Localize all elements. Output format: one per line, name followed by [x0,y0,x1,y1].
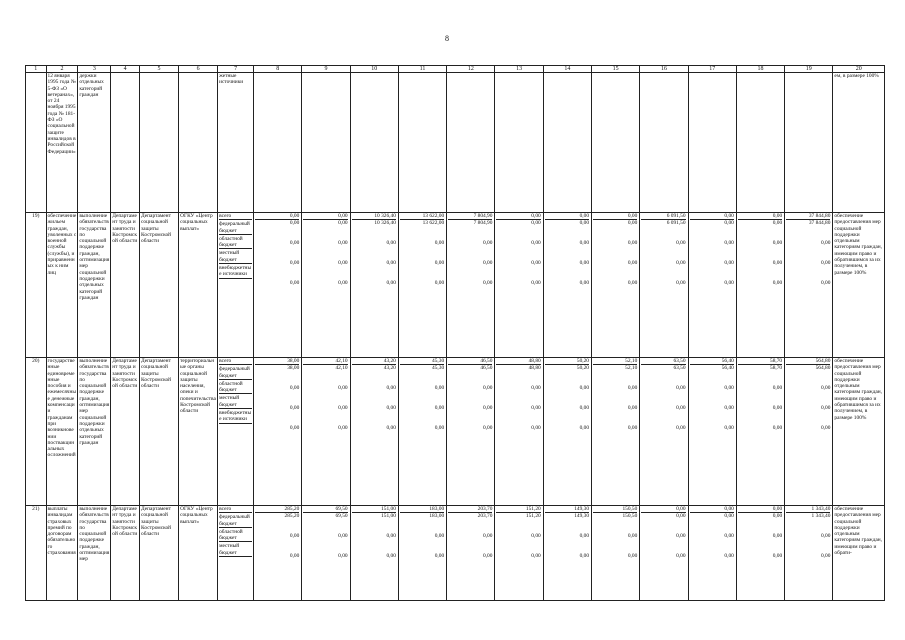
amount: 0,00 [434,405,445,411]
amount: 0,00 [627,280,638,286]
amount: 0,00 [483,405,493,411]
value-cell [785,213,833,358]
amount: 45,30 [400,358,444,365]
expected-result: обеспечение предоставления мер социальной поддержки отдельным категориям граждан, имеющим право и обратившимся за их получением, в размере 100% [833,358,885,506]
amount: 151,20 [496,506,540,513]
amount: 0,00 [255,213,299,220]
funding-source: областной бюджет [219,381,252,395]
amount: 0,00 [724,240,734,246]
continuation-row [26,73,885,213]
amount: 0,00 [338,220,348,226]
value-cell [688,213,736,358]
amount: 0,00 [579,385,590,391]
measure-purpose: выполнение обязательств государства по социальной поддержке граждан, оптимизация мер [78,506,111,601]
amount: 0,00 [579,405,590,411]
cont-source: жетные источники [218,73,254,213]
amount: 0,00 [579,553,590,559]
amount: 0,00 [289,385,300,391]
funding-source: всего [219,213,252,220]
value-cell [398,213,446,358]
expected-result: обеспечение предоставления мер социальной поддержки отдельным категориям граждан, имеющим право и обрати- [833,506,885,601]
amount: 0,00 [772,405,783,411]
column-header: 19 [785,66,833,73]
executor: ОГКУ «Центр социальных выплат» [179,506,218,601]
amount: 0,00 [724,220,734,226]
amount: 0,00 [531,220,541,226]
amount: 0,00 [531,533,541,539]
amount: 151,20 [525,513,541,519]
amount: 0,00 [531,280,541,286]
amount: 151,00 [381,513,396,519]
value-cell [495,506,543,601]
measure-row [26,213,885,358]
amount: 0,00 [724,405,734,411]
column-header: 5 [140,66,179,73]
amount: 0,00 [338,533,348,539]
amount: 0,00 [724,280,734,286]
amount: 0,00 [820,405,831,411]
amount: 0,00 [338,425,348,431]
amount: 0,00 [627,240,638,246]
amount: 42,10 [335,365,348,371]
amount: 0,00 [772,553,783,559]
value-cell [736,506,784,601]
value-cell [398,506,446,601]
amount: 0,00 [579,533,590,539]
amount: 0,00 [627,533,638,539]
value-cell [350,213,398,358]
funding-source: областной бюджет [219,236,252,250]
amount: 0,00 [531,240,541,246]
column-header: 6 [179,66,218,73]
amount: 0,00 [690,213,734,220]
amount: 0,00 [338,553,348,559]
page-number: 8 [445,34,449,43]
amount: 0,00 [724,260,734,266]
amount: 0,00 [434,533,445,539]
funding-source: внебюджетные источники [219,265,252,278]
amount: 0,00 [483,425,493,431]
column-header: 7 [218,66,254,73]
amount: 0,00 [386,385,396,391]
amount: 0,00 [676,405,686,411]
amount: 0,00 [483,553,493,559]
amount: 10 326,40 [374,220,396,226]
measure-name: обеспечение жильем граждан, уволенных с военной службы (службы), и приравненных к ним лиц [46,213,78,358]
column-header: 20 [833,66,885,73]
column-header: 16 [640,66,688,73]
amount: 0,00 [676,280,686,286]
amount: 0,00 [738,213,782,220]
amount: 63,50 [673,365,686,371]
value-cell [640,506,688,601]
amount: 0,00 [483,385,493,391]
measure-name: выплаты инвалидам страховых премий по договорам обязательного страхования [46,506,78,601]
amount: 13 622,00 [400,213,444,220]
value-cell [543,213,591,358]
co-executor: Департамент труда и занятости Костромской области [111,506,140,601]
amount: 0,00 [593,213,637,220]
funding-source: федеральный бюджет [219,221,252,235]
amount: 50,20 [545,358,589,365]
amount: 0,00 [627,425,638,431]
amount: 0,00 [820,280,831,286]
column-header: 14 [543,66,591,73]
amount: 0,00 [627,385,638,391]
amount: 0,00 [690,506,734,513]
amount: 0,00 [338,240,348,246]
amount: 63,50 [641,358,685,365]
amount: 0,00 [676,425,686,431]
amount: 0,00 [386,553,396,559]
column-header: 3 [78,66,111,73]
amount: 0,00 [289,280,300,286]
column-header: 9 [302,66,350,73]
amount: 0,00 [627,260,638,266]
amount: 0,00 [483,280,493,286]
value-cell [495,213,543,358]
amount: 0,00 [289,240,300,246]
amount: 183,00 [400,506,444,513]
amount: 0,00 [434,260,445,266]
value-cell [543,506,591,601]
executor: ОГКУ «Центр социальных выплат» [179,213,218,358]
co-executor: Департамент труда и занятости Костромской области [111,213,140,358]
measure-name: государственные единовременные пособия и ежемесячные денежные компенсации гражданам при возникновении поствакцинальных осложнений [46,358,78,506]
amount: 0,00 [627,405,638,411]
amount: 0,00 [724,513,734,519]
amount: 0,00 [772,425,783,431]
amount: 0,00 [724,425,734,431]
amount: 0,00 [724,385,734,391]
amount: 0,00 [386,260,396,266]
value-cell [785,506,833,601]
column-header: 1 [26,66,47,73]
amount: 0,00 [820,240,831,246]
amount: 58,70 [770,365,783,371]
amount: 0,00 [676,533,686,539]
amount: 0,00 [676,385,686,391]
amount: 0,00 [579,260,590,266]
amount: 48,80 [496,358,540,365]
amount: 0,00 [627,220,638,226]
value-cell [302,213,350,358]
executor: территориальные органы социальной защиты населения, опеки и попечительства Костромской области [179,358,218,506]
amount: 0,00 [434,280,445,286]
amount: 7 804,90 [448,213,492,220]
amount: 564,80 [815,365,831,371]
amount: 0,00 [772,533,783,539]
amount: 150,50 [622,513,638,519]
amount: 37 844,80 [808,220,831,226]
amount: 0,00 [386,405,396,411]
amount: 52,10 [625,365,638,371]
funding-source: федеральный бюджет [219,366,252,380]
amount: 0,00 [289,533,300,539]
value-cell [688,358,736,506]
amount: 0,00 [338,280,348,286]
measure-purpose: выполнение обязательств государства по социальной поддержке граждан, оптимизация мер социальной поддержки отдельных категорий граждан [78,213,111,358]
amount: 69,50 [335,513,348,519]
amount: 0,00 [579,425,590,431]
amount: 46,50 [480,365,493,371]
funding-source: местный бюджет [219,250,252,264]
value-cell [398,358,446,506]
amount: 0,00 [676,260,686,266]
amount: 0,00 [386,533,396,539]
measure-row [26,506,885,601]
value-cell [350,506,398,601]
amount: 46,50 [448,358,492,365]
column-header: 10 [350,66,398,73]
amount: 183,00 [429,513,445,519]
amount: 0,00 [289,260,300,266]
amount: 37 844,80 [786,213,830,220]
amount: 0,00 [531,553,541,559]
amount: 203,70 [448,506,492,513]
column-header: 15 [592,66,640,73]
amount: 38,00 [255,358,299,365]
column-header: 13 [495,66,543,73]
amount: 6 091,50 [666,220,686,226]
amount: 0,00 [724,553,734,559]
column-number-row [26,66,885,73]
amount: 0,00 [676,513,686,519]
value-cell [640,358,688,506]
amount: 285,20 [255,506,299,513]
amount: 52,10 [593,358,637,365]
amount: 0,00 [772,260,783,266]
amount: 149,30 [574,513,590,519]
amount: 38,00 [287,365,300,371]
amount: 0,00 [289,220,300,226]
amount: 0,00 [434,385,445,391]
column-header: 18 [736,66,784,73]
measure-purpose: выполнение обязательств государства по социальной поддержке граждан, оптимизация мер социальной поддержки отдельных категорий граждан [78,358,111,506]
amount: 0,00 [820,385,831,391]
value-cell [592,213,640,358]
amount: 43,20 [352,358,396,365]
amount: 0,00 [820,260,831,266]
funding-source: всего [219,358,252,365]
funding-source: внебюджетные источники [219,410,252,423]
amount: 0,00 [531,425,541,431]
column-header: 12 [447,66,495,73]
amount: 0,00 [545,213,589,220]
value-cell [543,358,591,506]
amount: 7 804,90 [473,220,493,226]
funding-sources [218,358,254,506]
amount: 48,80 [528,365,541,371]
amount: 0,00 [724,533,734,539]
amount: 0,00 [676,553,686,559]
amount: 0,00 [434,240,445,246]
row-number: 20) [26,358,47,506]
amount: 6 091,50 [641,213,685,220]
amount: 0,00 [738,506,782,513]
amount: 0,00 [434,553,445,559]
amount: 0,00 [579,220,590,226]
amount: 0,00 [338,260,348,266]
amount: 0,00 [483,260,493,266]
amount: 0,00 [386,240,396,246]
amount: 285,20 [284,513,300,519]
amount: 1 343,40 [786,506,830,513]
column-header: 4 [111,66,140,73]
amount: 58,70 [738,358,782,365]
amount: 0,00 [386,280,396,286]
amount: 0,00 [772,385,783,391]
amount: 0,00 [820,533,831,539]
amount: 1 343,40 [811,513,831,519]
amount: 0,00 [289,553,300,559]
amount: 0,00 [579,280,590,286]
value-cell [254,506,302,601]
value-cell [736,213,784,358]
value-cell [302,358,350,506]
funding-source: местный бюджет [219,543,252,557]
value-cell [350,358,398,506]
amount: 0,00 [627,553,638,559]
amount: 42,10 [303,358,347,365]
funding-sources [218,213,254,358]
funding-source: всего [219,506,252,513]
amount: 13 622,00 [422,220,445,226]
amount: 0,00 [676,240,686,246]
amount: 0,00 [641,506,685,513]
cont-legal-basis: 12 января 1995 года № 5-ФЗ «О ветеранах», от 24 ноября 1995 года № 181-ФЗ «О социальной защите инвалидов в Российской Федерации» [46,73,78,213]
amount: 151,00 [352,506,396,513]
value-cell [592,506,640,601]
value-cell [785,358,833,506]
expected-result: обеспечение предоставления мер социальной поддержки отдельным категориям граждан, имеющим право и обратившимся за их получением, в размере 100% [833,213,885,358]
amount: 0,00 [531,260,541,266]
amount: 56,40 [690,358,734,365]
amount: 0,00 [483,240,493,246]
cont-cell-1 [26,73,47,213]
amount: 0,00 [303,213,347,220]
value-cell [688,506,736,601]
amount: 0,00 [820,553,831,559]
cont-purpose: держки отдельных категорий граждан [78,73,111,213]
value-cell [495,358,543,506]
cont-result: ем, в размере 100% [833,73,885,213]
amount: 0,00 [289,425,300,431]
row-number: 21) [26,506,47,601]
amount: 0,00 [289,405,300,411]
value-cell [640,213,688,358]
amount: 564,80 [786,358,830,365]
value-cell [592,358,640,506]
funding-sources [218,506,254,601]
amount: 0,00 [579,240,590,246]
value-cell [254,358,302,506]
amount: 0,00 [496,213,540,220]
column-header: 17 [688,66,736,73]
funding-source: областной бюджет [219,529,252,543]
amount: 0,00 [772,280,783,286]
funding-source: местный бюджет [219,395,252,409]
column-header: 8 [254,66,302,73]
value-cell [447,506,495,601]
funding-source: федеральный бюджет [219,514,252,528]
amount: 0,00 [386,425,396,431]
value-cell [302,506,350,601]
amount: 43,20 [383,365,396,371]
amount: 0,00 [338,405,348,411]
program-table [25,65,885,601]
value-cell [447,213,495,358]
responsible-executor: Департамент социальной защиты Костромской области [140,358,179,506]
amount: 203,70 [477,513,493,519]
amount: 150,50 [593,506,637,513]
amount: 69,50 [303,506,347,513]
value-cell [736,358,784,506]
amount: 0,00 [772,513,783,519]
amount: 0,00 [434,425,445,431]
measure-row [26,358,885,506]
value-cell [254,213,302,358]
amount: 45,30 [432,365,445,371]
amount: 0,00 [772,240,783,246]
column-header: 2 [46,66,78,73]
amount: 0,00 [483,533,493,539]
co-executor: Департамент труда и занятости Костромской области [111,358,140,506]
amount: 0,00 [820,425,831,431]
amount: 50,20 [576,365,590,371]
row-number: 19) [26,213,47,358]
amount: 0,00 [531,385,541,391]
amount: 56,40 [721,365,734,371]
amount: 0,00 [531,405,541,411]
amount: 10 326,40 [352,213,396,220]
column-header: 11 [398,66,446,73]
responsible-executor: Департамент социальной защиты Костромской области [140,506,179,601]
amount: 0,00 [772,220,783,226]
amount: 149,30 [545,506,589,513]
responsible-executor: Департамент социальной защиты Костромской области [140,213,179,358]
amount: 0,00 [338,385,348,391]
value-cell [447,358,495,506]
